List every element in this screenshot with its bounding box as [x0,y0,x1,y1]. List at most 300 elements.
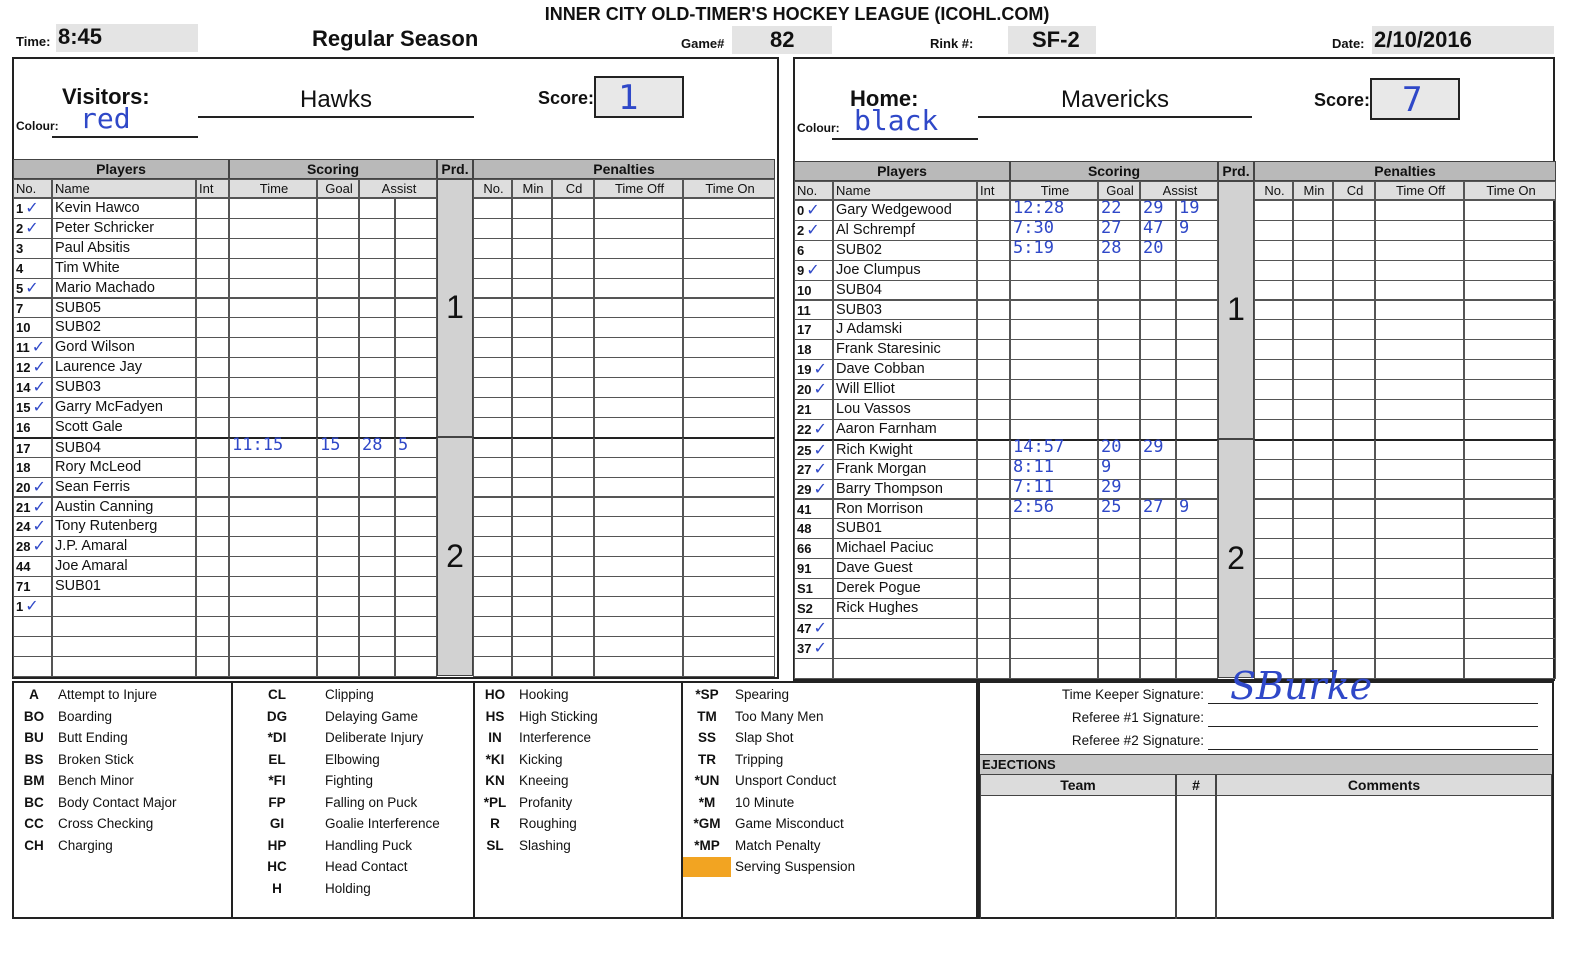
player-number-cell[interactable] [13,417,52,438]
assist-1-cell[interactable] [1140,399,1176,420]
assist-2-cell[interactable] [395,198,437,219]
game-field[interactable] [732,26,832,54]
player-name[interactable]: Rory McLeod [52,457,196,478]
penalty-minutes-cell[interactable] [512,636,552,657]
assist-1-cell[interactable] [359,497,395,518]
penalty-code-cell[interactable] [1333,200,1375,221]
player-name[interactable]: Barry Thompson [833,479,977,500]
intermission-cell[interactable] [977,439,1010,460]
intermission-cell[interactable] [977,538,1010,559]
goal-scorer-cell[interactable] [317,258,359,279]
penalty-minutes-cell[interactable] [1293,439,1333,460]
player-name[interactable] [52,656,196,677]
penalty-code-cell[interactable] [552,437,594,458]
intermission-cell[interactable] [977,300,1010,321]
intermission-cell[interactable] [977,359,1010,380]
penalty-code-cell[interactable] [1333,280,1375,301]
penalty-time-on-cell[interactable] [683,596,775,617]
penalty-minutes-cell[interactable] [1293,638,1333,659]
goal-time-cell[interactable] [1010,538,1098,559]
penalty-time-on-cell[interactable] [683,437,775,458]
assist-1-cell[interactable] [1140,300,1176,321]
player-name[interactable]: Lou Vassos [833,399,977,420]
penalty-time-off-cell[interactable] [1375,459,1464,480]
penalty-code-cell[interactable] [552,198,594,219]
goal-scorer-cell[interactable] [1098,598,1140,619]
penalty-minutes-cell[interactable] [1293,558,1333,579]
assist-2-cell[interactable] [1176,578,1218,599]
player-number-cell[interactable] [794,658,833,679]
penalty-code-cell[interactable] [1333,339,1375,360]
goal-scorer-cell[interactable] [1098,399,1140,420]
player-number-cell[interactable] [794,300,833,321]
assist-2-cell[interactable] [395,596,437,617]
goal-time-cell[interactable] [1010,558,1098,579]
penalty-time-off-cell[interactable] [594,357,683,378]
penalty-minutes-cell[interactable] [1293,260,1333,281]
goal-scorer-cell[interactable] [317,317,359,338]
goal-scorer-cell[interactable] [317,238,359,259]
penalty-minutes-cell[interactable] [512,397,552,418]
timekeeper-row[interactable] [980,663,1538,708]
penalty-time-on-cell[interactable] [1464,499,1556,520]
penalty-time-off-cell[interactable] [594,377,683,398]
goal-scorer-cell[interactable] [317,656,359,677]
player-name[interactable]: Joe Amaral [52,556,196,577]
intermission-cell[interactable] [196,616,229,637]
penalty-number-cell[interactable] [473,656,512,677]
intermission-cell[interactable] [977,399,1010,420]
penalty-time-on-cell[interactable] [1464,260,1556,281]
ejection-number-cell[interactable] [1176,817,1216,838]
penalty-code-cell[interactable] [552,636,594,657]
ejection-number-cell[interactable] [1176,858,1216,879]
penalty-code-cell[interactable] [552,497,594,518]
assist-1-cell[interactable] [1140,658,1176,679]
penalty-number-cell[interactable] [473,516,512,537]
intermission-cell[interactable] [977,499,1010,520]
player-number-cell[interactable] [13,497,52,518]
assist-2-cell[interactable] [395,477,437,498]
penalty-minutes-cell[interactable] [512,457,552,478]
penalty-minutes-cell[interactable] [1293,518,1333,539]
assist-2-cell[interactable] [395,298,437,319]
penalty-minutes-cell[interactable] [1293,399,1333,420]
goal-time-cell[interactable] [229,258,317,279]
penalty-time-on-cell[interactable] [1464,578,1556,599]
intermission-cell[interactable] [196,596,229,617]
player-number-cell[interactable] [794,598,833,619]
penalty-minutes-cell[interactable] [512,656,552,677]
assist-2-cell[interactable] [395,377,437,398]
penalty-time-off-cell[interactable] [1375,598,1464,619]
visitors-score-box[interactable] [594,76,684,118]
assist-2-cell[interactable] [395,636,437,657]
ejection-number-cell[interactable] [1176,837,1216,858]
penalty-time-on-cell[interactable] [683,357,775,378]
goal-time-cell[interactable] [229,298,317,319]
player-number-cell[interactable] [13,556,52,577]
penalty-minutes-cell[interactable] [512,298,552,319]
player-name[interactable]: Gary Wedgewood [833,200,977,221]
penalty-number-cell[interactable] [1254,399,1293,420]
penalty-time-off-cell[interactable] [1375,300,1464,321]
penalty-code-cell[interactable] [1333,319,1375,340]
player-number-cell[interactable] [13,357,52,378]
player-name[interactable]: Frank Staresinic [833,339,977,360]
player-number-cell[interactable] [13,278,52,299]
penalty-minutes-cell[interactable] [512,576,552,597]
goal-time-cell[interactable] [1010,300,1098,321]
penalty-number-cell[interactable] [473,337,512,358]
penalty-number-cell[interactable] [473,278,512,299]
goal-time-cell[interactable] [229,337,317,358]
penalty-number-cell[interactable] [473,576,512,597]
assist-1-cell[interactable] [359,298,395,319]
penalty-minutes-cell[interactable] [1293,479,1333,500]
goal-time-cell[interactable] [1010,260,1098,281]
goal-scorer-cell[interactable] [1098,339,1140,360]
penalty-number-cell[interactable] [1254,419,1293,440]
ejection-team-cell[interactable] [980,796,1176,817]
penalty-number-cell[interactable] [1254,578,1293,599]
time-field[interactable] [56,24,198,52]
goal-time-cell[interactable] [1010,658,1098,679]
penalty-minutes-cell[interactable] [1293,200,1333,221]
assist-2-cell[interactable] [1176,419,1218,440]
penalty-time-on-cell[interactable] [1464,439,1556,460]
player-number-cell[interactable] [794,518,833,539]
assist-2-cell[interactable] [1176,618,1218,639]
penalty-time-off-cell[interactable] [594,238,683,259]
penalty-time-off-cell[interactable] [1375,260,1464,281]
intermission-cell[interactable] [196,636,229,657]
penalty-number-cell[interactable] [473,317,512,338]
penalty-time-off-cell[interactable] [1375,578,1464,599]
player-name[interactable] [52,636,196,657]
assist-2-cell[interactable] [395,238,437,259]
intermission-cell[interactable] [196,397,229,418]
penalty-code-cell[interactable] [1333,578,1375,599]
penalty-minutes-cell[interactable] [512,258,552,279]
intermission-cell[interactable] [196,298,229,319]
home-team-name[interactable]: Mavericks [978,86,1252,118]
intermission-cell[interactable] [196,576,229,597]
ejection-team-cell[interactable] [980,837,1176,858]
assist-2-cell[interactable] [395,397,437,418]
penalty-time-on-cell[interactable] [683,278,775,299]
intermission-cell[interactable] [196,357,229,378]
assist-1-cell[interactable] [1140,319,1176,340]
penalty-time-on-cell[interactable] [1464,339,1556,360]
player-number-cell[interactable] [794,538,833,559]
goal-scorer-cell[interactable] [317,477,359,498]
penalty-number-cell[interactable] [1254,240,1293,261]
intermission-cell[interactable] [977,200,1010,221]
intermission-cell[interactable] [196,656,229,677]
assist-1-cell[interactable] [1140,618,1176,639]
goal-time-cell[interactable] [229,636,317,657]
ejection-comment-cell[interactable] [1216,858,1552,879]
penalty-time-on-cell[interactable] [1464,359,1556,380]
penalty-minutes-cell[interactable] [1293,359,1333,380]
goal-scorer-cell[interactable] [1098,618,1140,639]
intermission-cell[interactable] [977,518,1010,539]
goal-time-cell[interactable] [229,278,317,299]
player-number-cell[interactable] [794,280,833,301]
penalty-code-cell[interactable] [552,556,594,577]
penalty-time-off-cell[interactable] [1375,359,1464,380]
player-name[interactable]: Tony Rutenberg [52,516,196,537]
penalty-time-off-cell[interactable] [1375,240,1464,261]
penalty-minutes-cell[interactable] [1293,319,1333,340]
penalty-number-cell[interactable] [1254,558,1293,579]
assist-2-cell[interactable] [395,357,437,378]
penalty-code-cell[interactable] [1333,518,1375,539]
intermission-cell[interactable] [977,479,1010,500]
goal-scorer-cell[interactable] [317,576,359,597]
penalty-time-on-cell[interactable] [683,477,775,498]
penalty-time-off-cell[interactable] [594,298,683,319]
player-name[interactable]: Scott Gale [52,417,196,438]
penalty-minutes-cell[interactable] [1293,220,1333,241]
assist-1-cell[interactable] [1140,339,1176,360]
penalty-code-cell[interactable] [1333,300,1375,321]
penalty-number-cell[interactable] [1254,479,1293,500]
penalty-code-cell[interactable] [552,238,594,259]
assist-1-cell[interactable] [1140,459,1176,480]
penalty-time-on-cell[interactable] [683,497,775,518]
intermission-cell[interactable] [977,339,1010,360]
penalty-minutes-cell[interactable] [512,497,552,518]
penalty-time-on-cell[interactable] [1464,220,1556,241]
goal-time-cell[interactable] [1010,379,1098,400]
penalty-number-cell[interactable] [473,636,512,657]
goal-time-cell[interactable] [1010,578,1098,599]
penalty-code-cell[interactable] [552,516,594,537]
goal-time-cell[interactable] [229,556,317,577]
penalty-minutes-cell[interactable] [1293,499,1333,520]
assist-2-cell[interactable] [1176,319,1218,340]
penalty-number-cell[interactable] [473,596,512,617]
intermission-cell[interactable] [977,319,1010,340]
penalty-code-cell[interactable] [1333,558,1375,579]
penalty-time-on-cell[interactable] [1464,419,1556,440]
assist-2-cell[interactable] [395,656,437,677]
player-number-cell[interactable] [794,419,833,440]
player-number-cell[interactable] [13,218,52,239]
goal-time-cell[interactable] [229,536,317,557]
penalty-code-cell[interactable] [552,258,594,279]
assist-1-cell[interactable] [1140,598,1176,619]
intermission-cell[interactable] [196,536,229,557]
penalty-time-on-cell[interactable] [1464,518,1556,539]
penalty-code-cell[interactable] [1333,459,1375,480]
goal-time-cell[interactable] [229,397,317,418]
assist-2-cell[interactable] [395,218,437,239]
visitors-team-name[interactable]: Hawks [198,86,474,118]
penalty-code-cell[interactable] [1333,439,1375,460]
home-score-box[interactable] [1370,78,1460,120]
penalty-code-cell[interactable] [1333,479,1375,500]
player-number-cell[interactable] [794,399,833,420]
penalty-time-off-cell[interactable] [594,596,683,617]
player-name[interactable] [52,616,196,637]
player-number-cell[interactable] [794,200,833,221]
penalty-time-off-cell[interactable] [1375,399,1464,420]
penalty-time-off-cell[interactable] [594,258,683,279]
assist-2-cell[interactable] [1176,399,1218,420]
assist-2-cell[interactable] [395,576,437,597]
player-name[interactable]: Gord Wilson [52,337,196,358]
goal-time-cell[interactable] [229,198,317,219]
penalty-number-cell[interactable] [473,437,512,458]
assist-2-cell[interactable] [1176,518,1218,539]
penalty-number-cell[interactable] [1254,379,1293,400]
goal-time-cell[interactable] [229,377,317,398]
penalty-number-cell[interactable] [473,238,512,259]
ejection-comment-cell[interactable] [1216,837,1552,858]
player-name[interactable]: Garry McFadyen [52,397,196,418]
penalty-code-cell[interactable] [1333,538,1375,559]
intermission-cell[interactable] [977,459,1010,480]
penalty-number-cell[interactable] [1254,518,1293,539]
penalty-minutes-cell[interactable] [512,556,552,577]
player-number-cell[interactable] [794,220,833,241]
penalty-number-cell[interactable] [1254,280,1293,301]
goal-time-cell[interactable] [229,317,317,338]
penalty-time-off-cell[interactable] [594,337,683,358]
assist-2-cell[interactable] [1176,538,1218,559]
penalty-time-on-cell[interactable] [1464,479,1556,500]
penalty-minutes-cell[interactable] [1293,419,1333,440]
intermission-cell[interactable] [977,260,1010,281]
goal-scorer-cell[interactable] [1098,558,1140,579]
penalty-number-cell[interactable] [1254,200,1293,221]
penalty-time-on-cell[interactable] [1464,598,1556,619]
player-number-cell[interactable] [794,319,833,340]
assist-1-cell[interactable] [359,616,395,637]
penalty-number-cell[interactable] [473,397,512,418]
assist-1-cell[interactable] [359,457,395,478]
intermission-cell[interactable] [196,556,229,577]
penalty-minutes-cell[interactable] [512,198,552,219]
penalty-time-on-cell[interactable] [683,457,775,478]
penalty-minutes-cell[interactable] [1293,240,1333,261]
intermission-cell[interactable] [977,419,1010,440]
penalty-time-on-cell[interactable] [1464,618,1556,639]
player-number-cell[interactable] [794,558,833,579]
penalty-time-off-cell[interactable] [594,278,683,299]
assist-2-cell[interactable] [395,278,437,299]
penalty-minutes-cell[interactable] [512,437,552,458]
penalty-minutes-cell[interactable] [1293,578,1333,599]
penalty-time-on-cell[interactable] [683,656,775,677]
player-name[interactable]: SUB03 [833,300,977,321]
player-name[interactable]: Austin Canning [52,497,196,518]
player-name[interactable]: J Adamski [833,319,977,340]
penalty-number-cell[interactable] [473,536,512,557]
goal-time-cell[interactable] [229,596,317,617]
assist-1-cell[interactable] [1140,558,1176,579]
intermission-cell[interactable] [977,638,1010,659]
goal-time-cell[interactable] [1010,280,1098,301]
player-name[interactable] [833,638,977,659]
penalty-time-on-cell[interactable] [1464,658,1556,679]
penalty-minutes-cell[interactable] [1293,379,1333,400]
assist-1-cell[interactable] [1140,379,1176,400]
penalty-number-cell[interactable] [473,218,512,239]
penalty-number-cell[interactable] [1254,459,1293,480]
goal-scorer-cell[interactable] [317,536,359,557]
penalty-code-cell[interactable] [1333,499,1375,520]
penalty-time-off-cell[interactable] [1375,479,1464,500]
goal-time-cell[interactable] [229,457,317,478]
assist-1-cell[interactable] [359,278,395,299]
ejection-comment-cell[interactable] [1216,796,1552,817]
penalty-time-on-cell[interactable] [1464,399,1556,420]
assist-1-cell[interactable] [359,536,395,557]
assist-1-cell[interactable] [1140,359,1176,380]
assist-2-cell[interactable] [1176,300,1218,321]
assist-2-cell[interactable] [395,457,437,478]
player-name[interactable] [833,618,977,639]
penalty-time-off-cell[interactable] [1375,339,1464,360]
goal-time-cell[interactable] [229,516,317,537]
penalty-time-on-cell[interactable] [1464,538,1556,559]
penalty-number-cell[interactable] [473,377,512,398]
intermission-cell[interactable] [196,278,229,299]
assist-2-cell[interactable] [395,616,437,637]
penalty-minutes-cell[interactable] [1293,459,1333,480]
penalty-minutes-cell[interactable] [1293,339,1333,360]
player-name[interactable]: SUB02 [833,240,977,261]
assist-2-cell[interactable] [1176,638,1218,659]
penalty-time-off-cell[interactable] [1375,658,1464,679]
assist-1-cell[interactable] [359,477,395,498]
penalty-code-cell[interactable] [1333,598,1375,619]
player-name[interactable] [52,596,196,617]
goal-scorer-cell[interactable] [317,636,359,657]
penalty-time-on-cell[interactable] [683,636,775,657]
penalty-time-off-cell[interactable] [594,516,683,537]
penalty-time-on-cell[interactable] [683,317,775,338]
ejection-number-cell[interactable] [1176,796,1216,817]
player-name[interactable]: Joe Clumpus [833,260,977,281]
penalty-time-off-cell[interactable] [594,417,683,438]
penalty-time-off-cell[interactable] [1375,280,1464,301]
penalty-code-cell[interactable] [1333,359,1375,380]
intermission-cell[interactable] [977,558,1010,579]
penalty-code-cell[interactable] [552,337,594,358]
ejection-comment-cell[interactable] [1216,817,1552,838]
player-number-cell[interactable] [13,576,52,597]
assist-2-cell[interactable] [395,556,437,577]
goal-scorer-cell[interactable] [317,298,359,319]
goal-scorer-cell[interactable] [1098,518,1140,539]
player-number-cell[interactable] [794,240,833,261]
penalty-minutes-cell[interactable] [1293,618,1333,639]
penalty-time-off-cell[interactable] [1375,518,1464,539]
player-name[interactable]: Rich Kwight [833,439,977,460]
assist-2-cell[interactable] [1176,658,1218,679]
assist-1-cell[interactable] [1140,280,1176,301]
assist-1-cell[interactable] [1140,538,1176,559]
penalty-code-cell[interactable] [1333,260,1375,281]
assist-1-cell[interactable] [359,198,395,219]
assist-2-cell[interactable] [1176,379,1218,400]
goal-time-cell[interactable] [229,616,317,637]
